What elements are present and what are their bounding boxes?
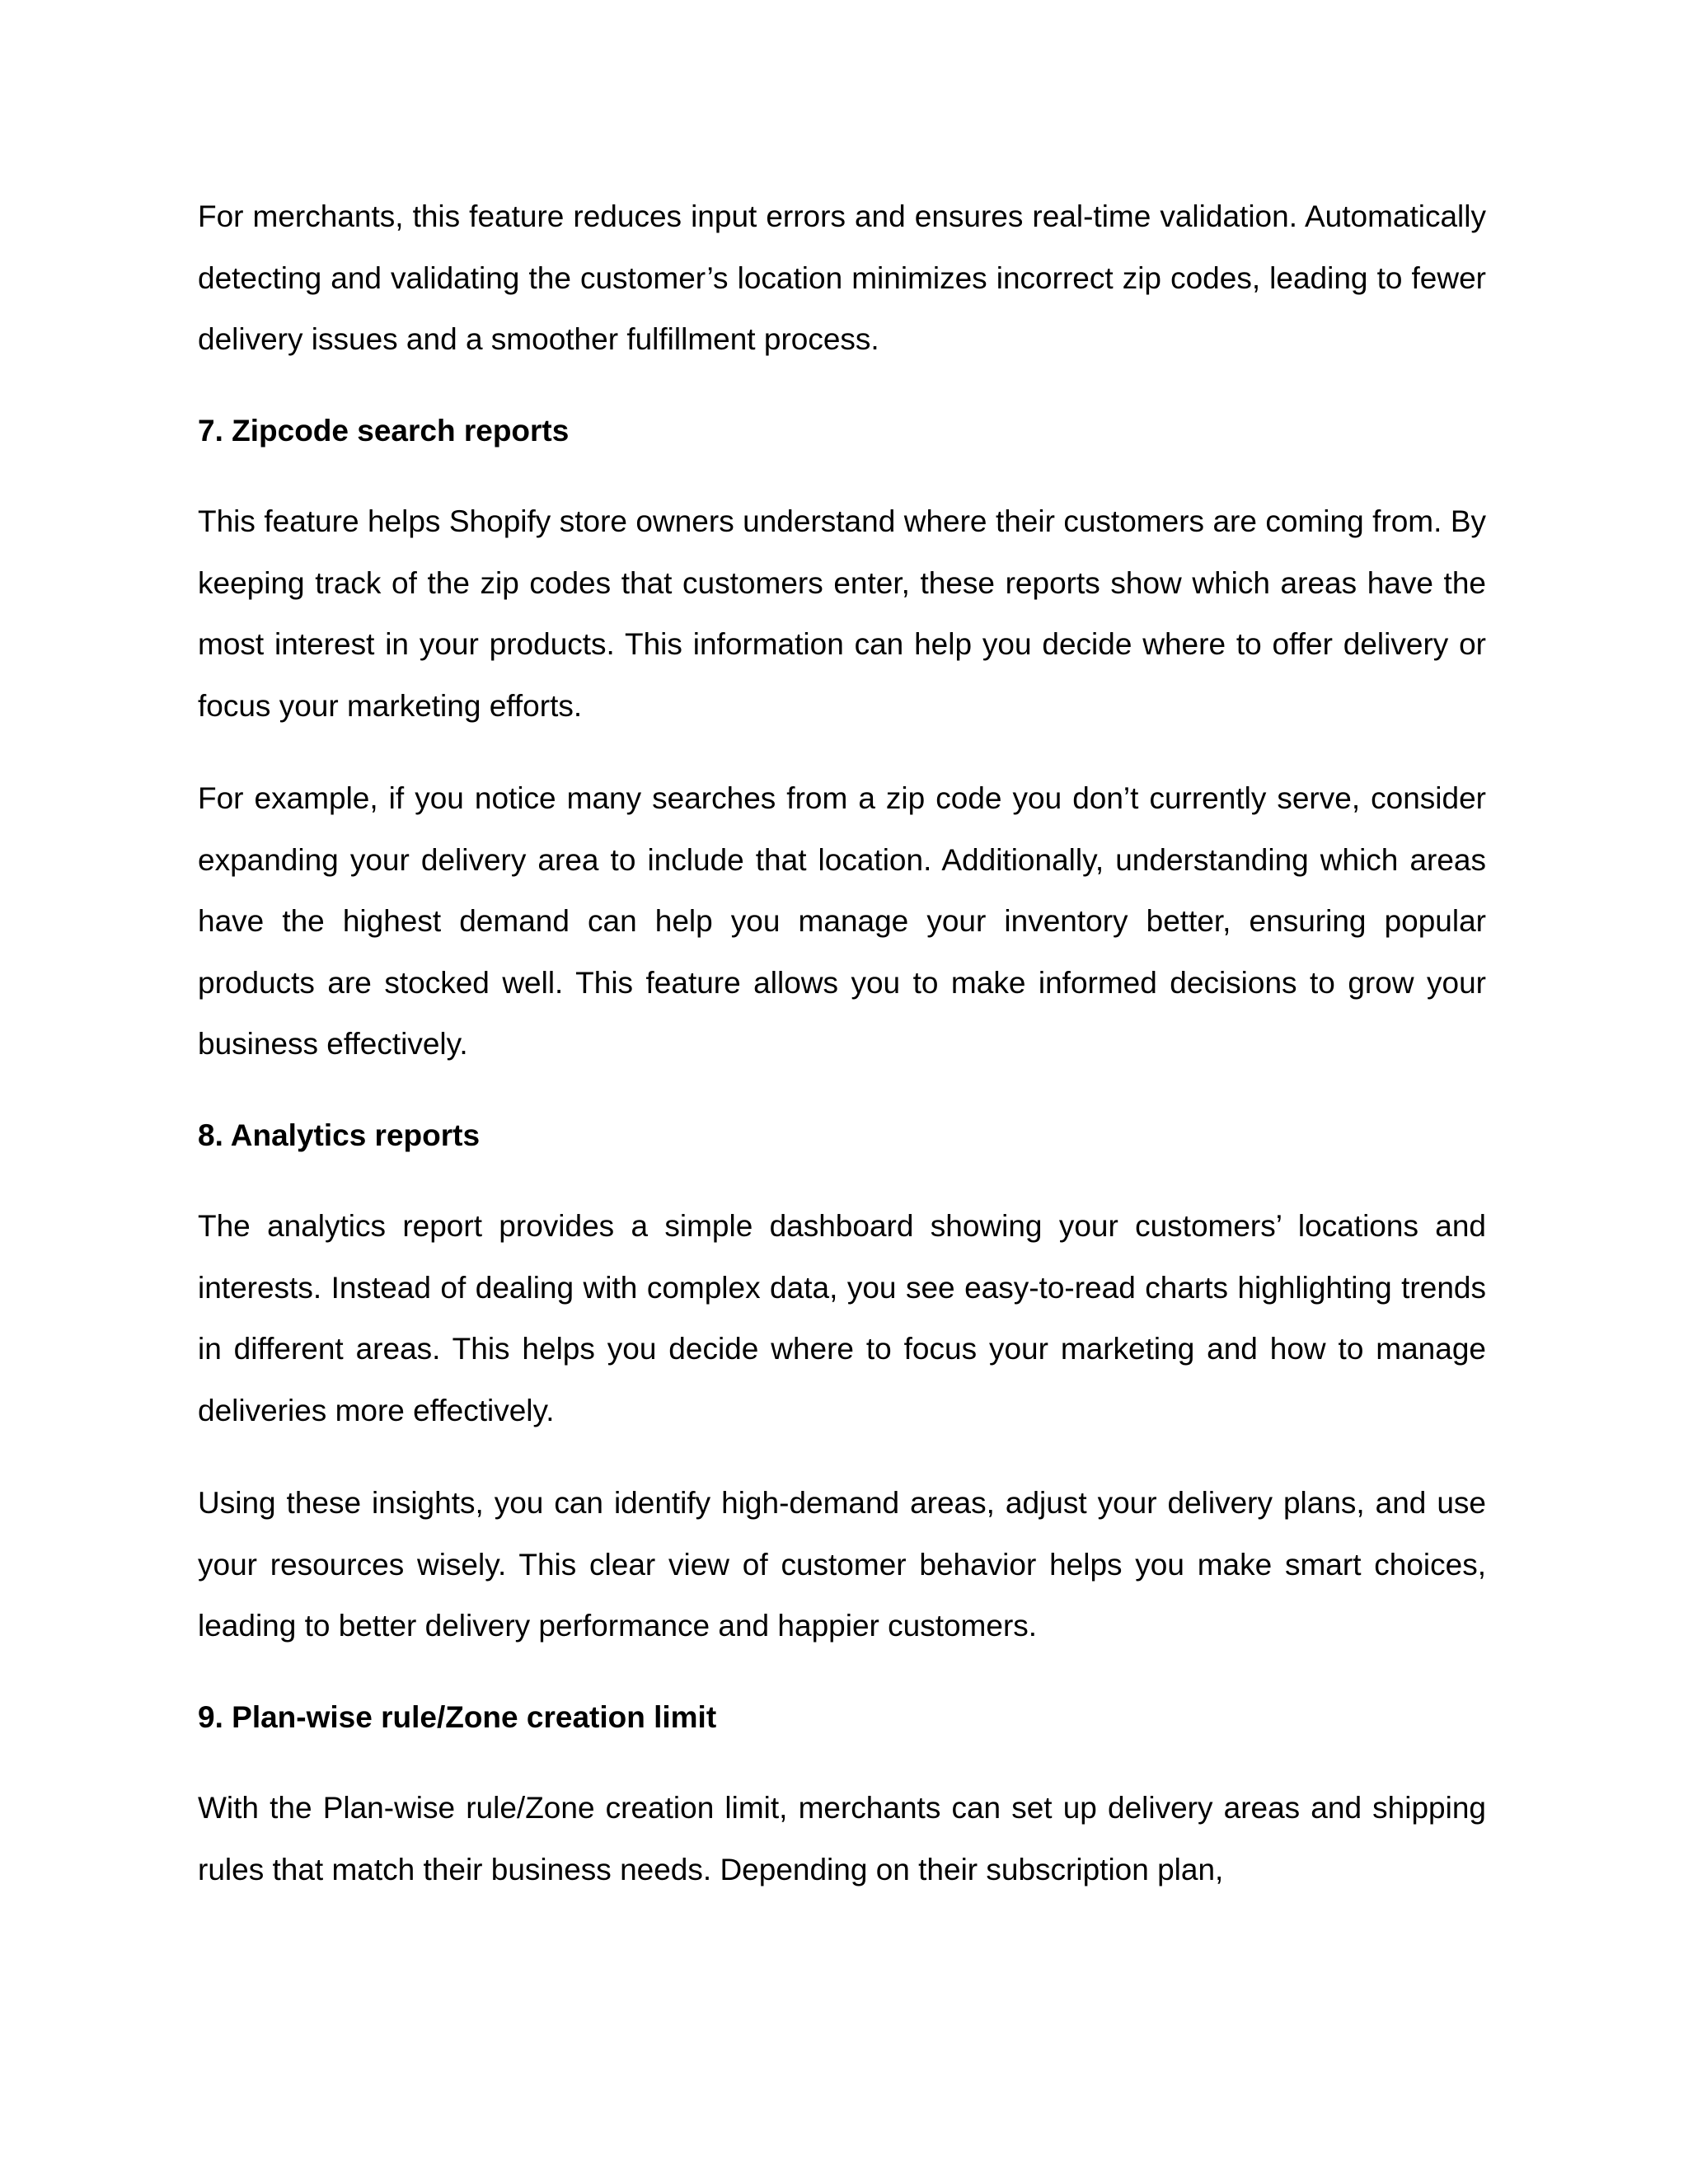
document-page [198, 186, 1486, 1900]
paragraph-analytics-dashboard: The analytics report provides a simple dashboard showing your customers’ locations and interests. Instead of dealing with complex data, you see easy-to-read charts highlighting trends in different areas. This helps you decide where to focus your marketing and how to manage deliveries more effectively. [198, 1209, 1486, 1427]
heading-plan-wise-rule-zone-limit: 9. Plan-wise rule/Zone creation limit [198, 1699, 717, 1734]
paragraph-analytics-insights: Using these insights, you can identify high-demand areas, adjust your delivery plans, and use your resources wisely. This clear view of customer behavior helps you make smart choices, leading to better delivery performance and happier customers. [198, 1486, 1486, 1643]
paragraph-zipcode-reports-intro: This feature helps Shopify store owners understand where their customers are coming from. By keeping track of the zip codes that customers enter, these reports show which areas have the most interest in your products. This information can help you decide where to offer delivery or focus your marketing efforts. [198, 504, 1486, 723]
heading-analytics-reports: 8. Analytics reports [198, 1118, 481, 1152]
paragraph-plan-wise-limit: With the Plan-wise rule/Zone creation limit, merchants can set up delivery areas and shipping rules that match their business needs. Depending on their subscription plan, [198, 1791, 1486, 1886]
paragraph-zipcode-reports-example: For example, if you notice many searches from a zip code you don’t currently serve, consider expanding your delivery area to include that location. Additionally, understanding which areas have the highest demand can help you manage your inventory better, ensuring popular products are stocked well. This feature allows you to make informed decisions to grow your business effectively. [198, 781, 1486, 1061]
paragraph-merchants-validation: For merchants, this feature reduces input errors and ensures real-time validation. Automatically detecting and validating the customer’s location minimizes incorrect zip codes, leading to fewer delivery issues and a smoother fulfillment process. [198, 199, 1486, 356]
heading-zipcode-search-reports: 7. Zipcode search reports [198, 413, 570, 448]
